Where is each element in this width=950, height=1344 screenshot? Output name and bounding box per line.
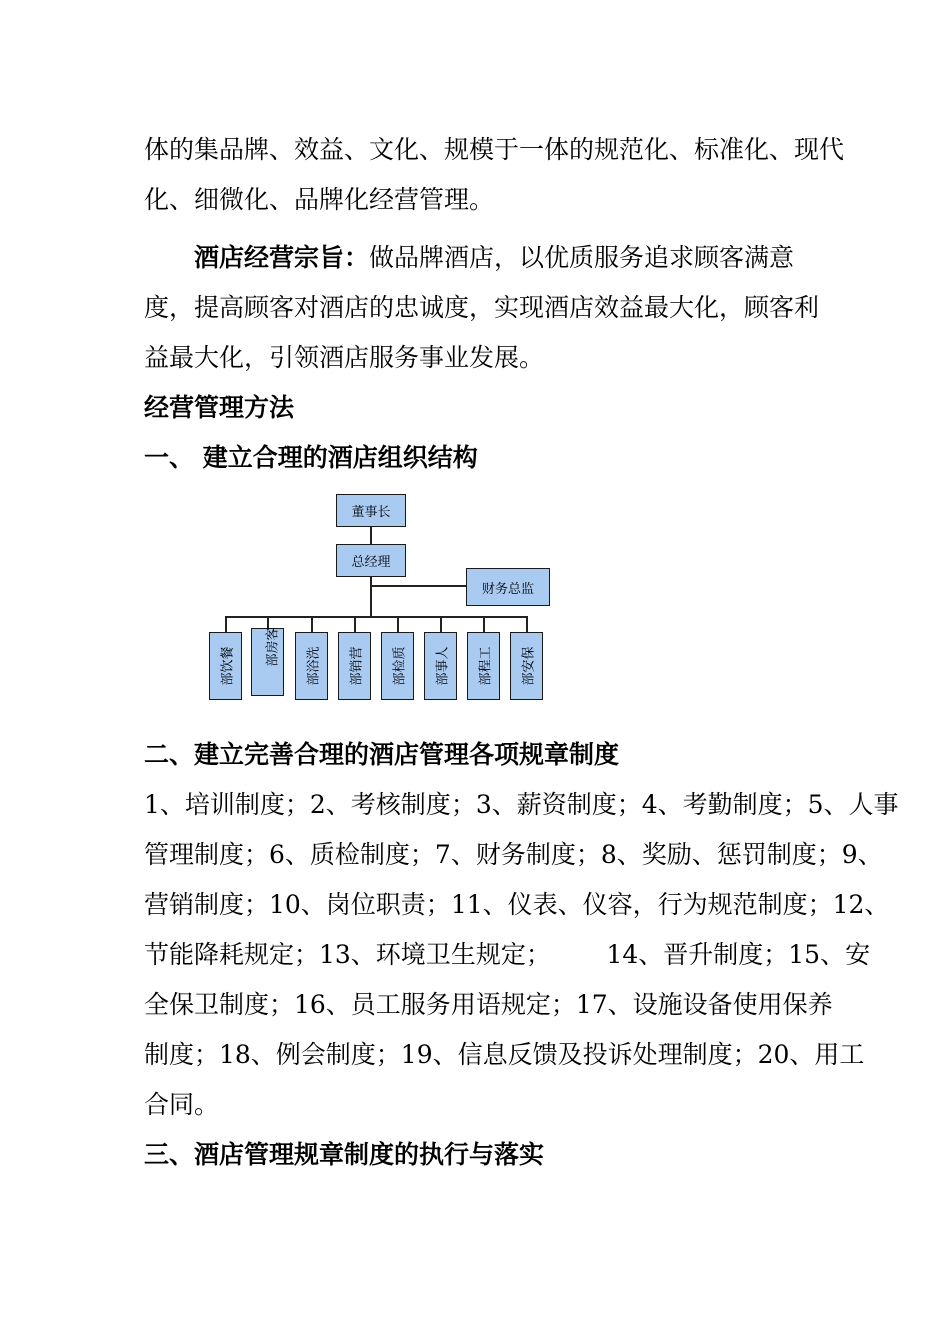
connector-chairman-gm: [370, 527, 372, 544]
connector-dept-6: [440, 616, 442, 632]
connector-dept-4: [354, 616, 356, 632]
regulations-line-2: 管理制度；6、质检制度；7、财务制度；8、奖励、惩罚制度；9、: [144, 840, 883, 869]
dept-laundry-label: 部浴洗: [306, 646, 321, 686]
regulations-line-7: 合同。: [144, 1090, 220, 1119]
finance-director-box: 财务总监: [466, 568, 550, 606]
regulations-line-5: 全保卫制度；16、员工服务用语规定；17、设施设备使用保养: [144, 990, 833, 1019]
dept-quality-label: 部检质: [392, 646, 407, 686]
dept-sales-label: 部销营: [349, 646, 364, 686]
dept-rooms-box: [251, 628, 284, 696]
purpose-label: 酒店经营宗旨：: [194, 243, 370, 272]
paragraph-1-line-1: 体的集品牌、效益、文化、规模于一体的规范化、标准化、现代: [144, 135, 845, 164]
regulations-line-1: 1、培训制度；2、考核制度；3、薪资制度；4、考勤制度；5、人事: [144, 790, 899, 819]
connector-dept-3: [311, 616, 313, 632]
heading-1: 一、 建立合理的酒店组织结构: [144, 443, 478, 472]
connector-dept-7: [483, 616, 485, 632]
regulations-line-4: 节能降耗规定；13、环境卫生规定； 14、晋升制度；15、安: [144, 940, 871, 969]
dept-food-beverage-box: [209, 632, 242, 700]
dept-food-beverage-label: 部饮餐: [220, 646, 235, 686]
dept-laundry-box: [295, 632, 328, 700]
purpose-text: 做品牌酒店，以优质服务追求顾客满意: [369, 243, 795, 272]
paragraph-2-line-1: [194, 243, 794, 273]
heading-3: 三、酒店管理规章制度的执行与落实: [144, 1140, 545, 1169]
general-manager-box: 总经理: [336, 544, 406, 577]
regulations-line-6: 制度；18、例会制度；19、信息反馈及投诉处理制度；20、用工: [144, 1040, 865, 1069]
org-chart: [200, 488, 560, 708]
dept-quality-box: [381, 632, 414, 700]
department-bus-line: [225, 616, 526, 618]
dept-hr-box: [424, 632, 457, 700]
regulations-line-3: 营销制度；10、岗位职责；11、仪表、仪容，行为规范制度；12、: [144, 890, 890, 919]
dept-security-box: [510, 632, 543, 700]
dept-engineering-label: 部程工: [478, 646, 493, 686]
connector-gm-departments: [370, 577, 372, 616]
connector-dept-1: [225, 616, 227, 632]
heading-2: 二、建立完善合理的酒店管理各项规章制度: [144, 740, 620, 769]
dept-sales-box: [338, 632, 371, 700]
heading-methods: 经营管理方法: [144, 393, 295, 422]
connector-dept-5: [397, 616, 399, 632]
connector-dept-8: [526, 616, 528, 632]
dept-rooms-label: 部房客: [265, 627, 281, 667]
connector-finance: [370, 585, 466, 587]
chairman-box: 董事长: [336, 494, 406, 527]
paragraph-2-line-3: 益最大化，引领酒店服务事业发展。: [144, 343, 545, 372]
dept-engineering-box: [467, 632, 500, 700]
dept-security-label: 部安保: [521, 646, 536, 686]
paragraph-1-line-2: 化、细微化、品牌化经营管理。: [144, 185, 495, 214]
dept-hr-label: 部事人: [435, 646, 450, 686]
paragraph-2-line-2: 度，提高顾客对酒店的忠诚度，实现酒店效益最大化，顾客利: [144, 293, 820, 322]
